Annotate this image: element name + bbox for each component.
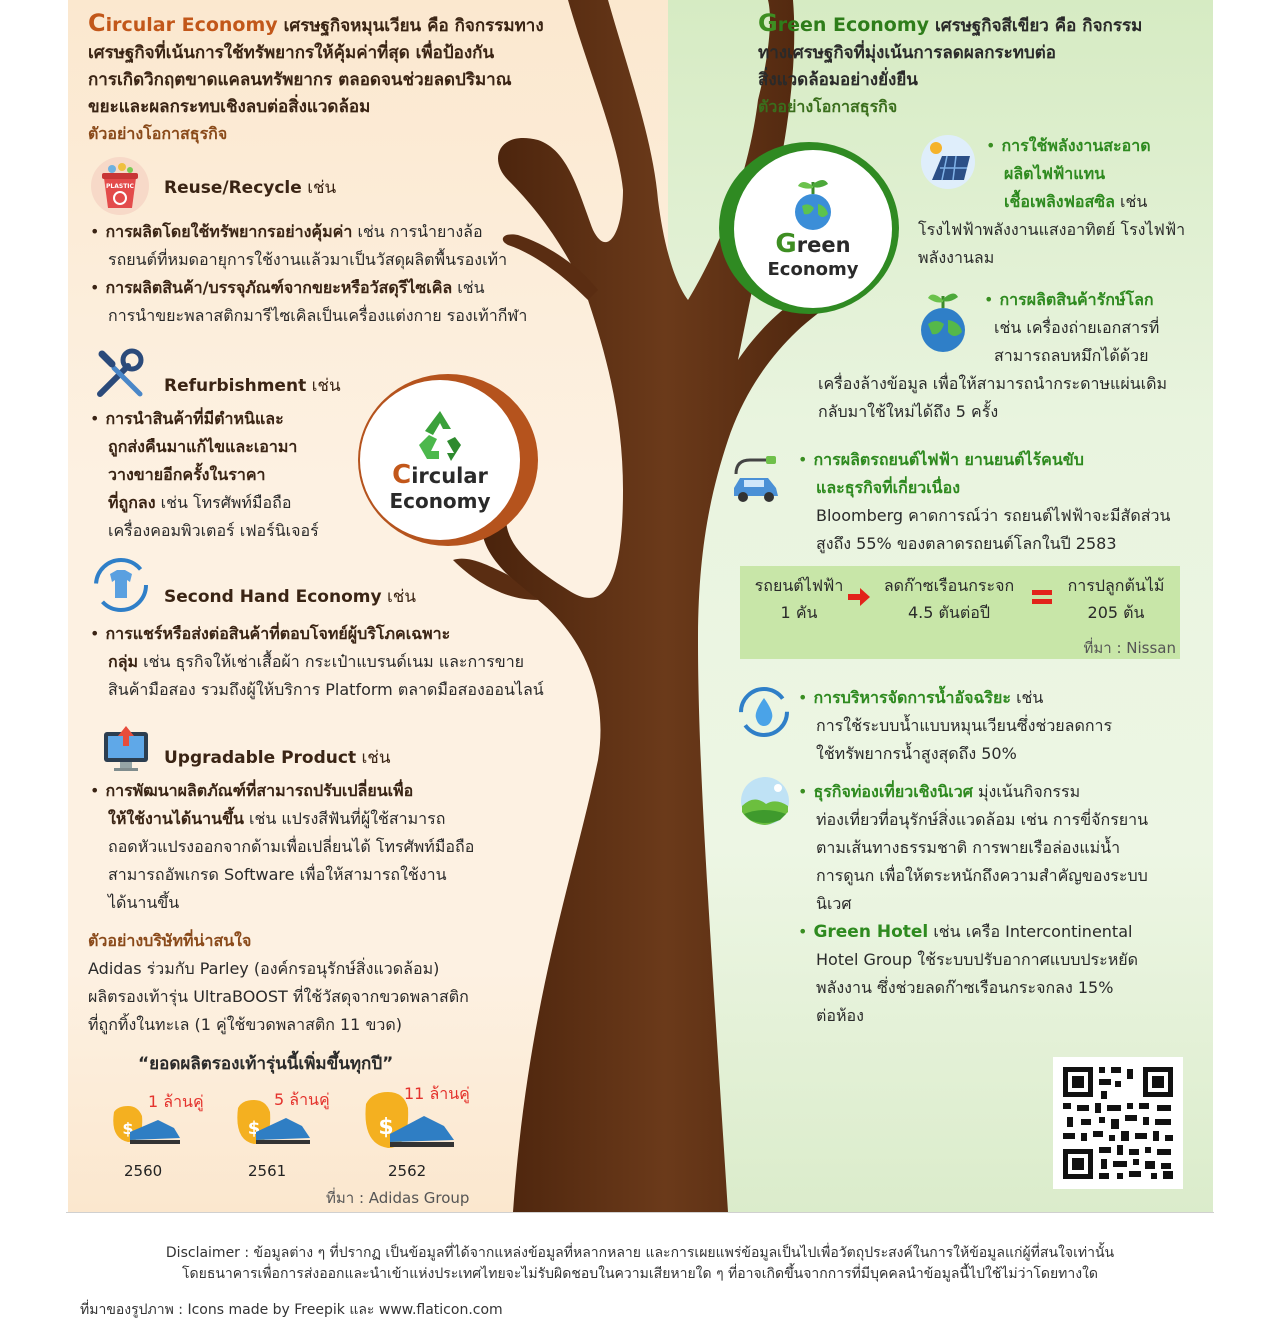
green-intro-line1: เศรษฐกิจสีเขียว คือ กิจกรรม: [929, 16, 1143, 36]
upgradable-heading-suffix: เช่น: [356, 748, 391, 768]
upgradable-line5: ได้นานขึ้น: [108, 893, 180, 912]
second-hand-heading-label: Second Hand Economy: [164, 587, 382, 607]
green-economy-badge: [734, 150, 892, 308]
clean-energy-line4: โรงไฟฟ้าพลังงานแสงอาทิตย์ โรงไฟฟ้า: [918, 220, 1186, 239]
svg-text:$: $: [378, 1115, 394, 1140]
clean-energy-line1: การใช้พลังงานสะอาด: [1001, 136, 1151, 155]
circular-intro-line4: ขยะและผลกระทบเชิงลบต่อสิ่งแวดล้อม: [88, 97, 371, 117]
stat-trees-count: 205 ต้น: [1087, 603, 1145, 622]
stat-ghg-label: ลดก๊าซเรือนกระจก: [883, 576, 1015, 595]
second-hand-bullets: [90, 620, 660, 704]
eco-tourism-text: [798, 778, 1208, 918]
upgradable-line4: สามารถอัพเกรด Software เพื่อให้สามารถใช้งาน: [108, 865, 447, 884]
eco-tourism-line5: นิเวศ: [816, 894, 852, 913]
green-hotel-line4: ต่อห้อง: [816, 1006, 864, 1025]
circular-badge-economy: Economy: [389, 488, 491, 513]
circular-badge-word: ircular: [411, 463, 488, 488]
second-hand-heading: [164, 583, 416, 610]
water-line2: การใช้ระบบน้ำแบบหมุนเวียนซึ่งช่วยลดการ: [816, 716, 1113, 735]
clean-energy-line3-rest: เช่น: [1114, 192, 1148, 211]
reuse-bullet-1-rest: เช่น การนำยางล้อ: [352, 222, 483, 241]
sales-2562-label: 11 ล้านคู่: [404, 1084, 470, 1103]
clean-energy-line2: ผลิตไฟฟ้าแทน: [1004, 164, 1106, 183]
upgradable-heading-label: Upgradable Product: [164, 748, 357, 768]
refurb-line5: เครื่องคอมพิวเตอร์ เฟอร์นิเจอร์: [108, 521, 319, 540]
reuse-bullet-1-bold: การผลิตโดยใช้ทรัพยากรอย่างคุ้มค่า: [105, 222, 353, 241]
qr-code[interactable]: [1053, 1057, 1183, 1189]
refurb-heading-suffix: เช่น: [306, 376, 341, 396]
green-intro: [758, 10, 1208, 120]
sales-quote: “ยอดผลิตรองเท้ารุ่นนี้เพิ่มขึ้นทุกปี”: [138, 1054, 394, 1074]
upgradable-line1: การพัฒนาผลิตภัณฑ์ที่สามารถปรับเปลี่ยนเพื่อ: [105, 781, 414, 800]
nissan-source: ที่มา : Nissan: [1083, 639, 1176, 657]
water-text: [798, 684, 1198, 768]
refurb-line3: วางขายอีกครั้งในราคา: [108, 465, 266, 484]
reuse-bullet-1: [90, 218, 650, 246]
company-line1: Adidas ร่วมกับ Parley (องค์กรอนุรักษ์สิ่งแวดล้อม): [88, 959, 440, 978]
circular-intro-line2: เศรษฐกิจที่เน้นการใช้ทรัพยากรให้คุ้มค่าที่สุด เพื่อป้องกัน: [88, 43, 495, 63]
circular-economy-badge: [360, 380, 520, 540]
water-line3: ใช้ทรัพยากรน้ำสูงสุดถึง 50%: [816, 744, 1017, 763]
green-hotel-text: [798, 918, 1208, 1030]
company-line2: ผลิตรองเท้ารุ่น UltraBOOST ที่ใช้วัสดุจากขวดพลาสติก: [88, 987, 469, 1006]
green-hotel-line3: พลังงาน ซึ่งช่วยลดก๊าซเรือนกระจกลง 15%: [816, 978, 1114, 997]
reuse-bullet-2-rest: เช่น: [452, 278, 485, 297]
refurb-line4-rest: เช่น โทรศัพท์มือถือ: [155, 493, 292, 512]
upgradable-line2-bold: ให้ใช้งานได้นานขึ้น: [108, 809, 244, 828]
disclaimer-line1: Disclaimer : ข้อมูลต่าง ๆ ที่ปรากฏ เป็นข้อมูลที่ได้จากแหล่งข้อมูลที่หลากหลาย และการเผยแพร่ข้อมูลเป็นไปเพื่อวัตถุประสงค์ในการให้ข้อมูลแก่ผู้ที่สนใจเท่านั้น: [165, 1245, 1115, 1261]
ev-line3: Bloomberg คาดการณ์ว่า รถยนต์ไฟฟ้าจะมีสัดส่วน: [816, 506, 1171, 525]
refurb-line2: ถูกส่งคืนมาแก้ไขและเอามา: [108, 437, 298, 456]
qr-code-icon: [1053, 1057, 1183, 1189]
sales-2562-year: 2562: [388, 1162, 427, 1180]
wrench-screwdriver-icon: [92, 346, 148, 402]
green-hotel-line2: Hotel Group ใช้ระบบปรับอากาศแบบประหยัด: [816, 950, 1139, 969]
refurb-heading-label: Refurbishment: [164, 376, 307, 396]
circular-intro-line1: เศรษฐกิจหมุนเวียน คือ กิจกรรมทาง: [277, 16, 544, 36]
ev-emissions-box: [740, 566, 1180, 659]
eco-tourism-line3: ตามเส้นทางธรรมชาติ การพายเรือล่องแม่น้ำ: [816, 838, 1121, 857]
stat-car: [744, 572, 854, 626]
second-hand-line1: การแชร์หรือส่งต่อสินค้าที่ตอบโจทย์ผู้บริโภคเฉพาะ: [105, 624, 451, 643]
ev-line4: สูงถึง 55% ของตลาดรถยนต์โลกในปี 2583: [816, 534, 1117, 553]
clean-energy-line3-bold: เชื้อเพลิงฟอสซิล: [1004, 192, 1115, 211]
stat-car-label: รถยนต์ไฟฟ้า: [754, 576, 844, 595]
eco-tourism-line1-rest: มุ่งเน้นกิจกรรม: [972, 782, 1081, 801]
recycle-bin-icon: [90, 156, 150, 216]
upgradable-line2-rest: เช่น แปรงสีฟันที่ผู้ใช้สามารถ: [243, 809, 446, 828]
circular-title: ircular Economy: [105, 14, 278, 36]
eco-product-line5: กลับมาใช้ใหม่ได้ถึง 5 ครั้ง: [818, 402, 999, 421]
sales-2560-year: 2560: [124, 1162, 163, 1180]
green-intro-line2: ทางเศรษฐกิจที่มุ่งเน้นการลดผลกระทบต่อ: [758, 43, 1056, 63]
clean-energy-line5: พลังงานลม: [918, 248, 995, 267]
eco-tourism-line4: การดูนก เพื่อให้ตระหนักถึงความสำคัญของระบบ: [816, 866, 1148, 885]
shoe-sales-graphic: [108, 1078, 518, 1198]
stat-car-count: 1 คัน: [780, 603, 818, 622]
eco-product-line3: สามารถลบหมึกได้ด้วย: [994, 346, 1149, 365]
reuse-bullet-2-bold: การผลิตสินค้า/บรรจุภัณฑ์จากขยะหรือวัสดุรีไซเคิล: [105, 278, 453, 297]
sales-2561-label: 5 ล้านคู่: [274, 1090, 330, 1109]
green-badge-economy: Economy: [767, 258, 859, 280]
monitor-upgrade-icon: [100, 722, 152, 774]
eco-product-line4: เครื่องล้างข้อมูล เพื่อให้สามารถนำกระดาษแผ่นเดิม: [818, 374, 1168, 393]
reuse-bullet-2-line2: การนำขยะพลาสติกมารีไซเคิลเป็นเครื่องแต่งกาย รองเท้ากีฬา: [108, 306, 528, 325]
circular-intro-line3: การเกิดวิกฤตขาดแคลนทรัพยากร ตลอดจนช่วยลดปริมาณ: [88, 70, 512, 90]
electric-car-icon: [728, 450, 784, 506]
green-title-initial: G: [758, 9, 778, 37]
disclaimer-line2: โดยธนาคารเพื่อการส่งออกและนำเข้าแห่งประเทศไทยจะไม่รับผิดชอบในความเสียหายใด ๆ ที่อาจเกิดขึ้นจากการที่มีบุคคลนำข้อมูลนี้ไปใช้ไม่ว่าโดยทางใด: [182, 1266, 1098, 1282]
eco-tourism-line2: ท่องเที่ยวที่อนุรักษ์สิ่งแวดล้อม เช่น การขี่จักรยาน: [816, 810, 1149, 829]
second-hand-line2-bold: กลุ่ม: [108, 652, 139, 671]
stat-ghg-value: 4.5 ตันต่อปี: [907, 603, 990, 622]
clean-energy-text: [918, 132, 1208, 272]
globe-plant-icon: [784, 176, 842, 232]
second-hand-line2-rest: เช่น ธุรกิจให้เช่าเสื้อผ้า กระเป๋าแบรนด์เนม และการขาย: [138, 652, 525, 671]
reuse-bullet-1-line2: รถยนต์ที่หมดอายุการใช้งานแล้วมาเป็นวัสดุผลิตพื้นรองเท้า: [108, 250, 508, 269]
circular-title-initial: C: [88, 9, 106, 37]
second-hand-heading-suffix: เช่น: [381, 587, 416, 607]
adidas-source: ที่มา : Adidas Group: [326, 1189, 470, 1207]
eco-product-line2: เช่น เครื่องถ่ายเอกสารที่: [994, 318, 1160, 337]
landscape-icon: [740, 776, 790, 826]
green-badge-word: reen: [796, 232, 851, 257]
upgradable-bullets: [90, 777, 560, 917]
svg-text:$: $: [122, 1119, 134, 1138]
ev-line1: การผลิตรถยนต์ไฟฟ้า ยานยนต์ไร้คนขับ: [813, 450, 1084, 469]
reuse-bullets: [90, 218, 650, 330]
upgradable-line3: ถอดหัวแปรงออกจากด้ามเพื่อเปลี่ยนได้ โทรศัพท์มือถือ: [108, 837, 475, 856]
shirt-exchange-icon: [92, 556, 150, 614]
sales-2560-label: 1 ล้านคู่: [148, 1092, 204, 1111]
company-line3: ที่ถูกทิ้งในทะเล (1 คู่ใช้ขวดพลาสติก 11 ขวด): [88, 1015, 402, 1034]
water-cycle-icon: [736, 684, 792, 740]
refurb-heading: [164, 372, 341, 399]
ev-line2: และธุรกิจที่เกี่ยวเนื่อง: [816, 478, 961, 497]
circular-intro: [88, 10, 648, 147]
circular-badge-initial: C: [392, 459, 412, 490]
ev-text: [798, 446, 1208, 558]
image-credit: ที่มาของรูปภาพ : Icons made by Freepik และ www.flaticon.com: [80, 1302, 503, 1318]
circular-opportunity-label: ตัวอย่างโอกาสธุรกิจ: [88, 124, 228, 143]
water-line1-bold: การบริหารจัดการน้ำอัจฉริยะ: [813, 688, 1011, 707]
stat-trees: [1056, 572, 1176, 626]
green-badge-initial: G: [775, 228, 797, 259]
green-intro-line3: สิ่งแวดล้อมอย่างยั่งยืน: [758, 70, 918, 90]
reuse-heading-label: Reuse/Recycle: [164, 178, 302, 198]
eco-tourism-line1-bold: ธุรกิจท่องเที่ยวเชิงนิเวศ: [813, 782, 973, 801]
green-title: reen Economy: [777, 14, 930, 36]
disclaimer: [60, 1243, 1220, 1285]
reuse-heading-suffix: เช่น: [301, 178, 337, 198]
refurb-line4-bold: ที่ถูกลง: [108, 493, 156, 512]
sales-2561-year: 2561: [248, 1162, 287, 1180]
upgradable-heading: [164, 744, 390, 771]
green-hotel-line1-rest: เช่น เครือ Intercontinental: [928, 922, 1133, 941]
infographic-poster: [68, 0, 1213, 1212]
company-heading: ตัวอย่างบริษัทที่น่าสนใจ: [88, 931, 252, 950]
recycle-icon: [409, 407, 471, 463]
company-example: [88, 927, 588, 1039]
reuse-bullet-2: [90, 274, 650, 302]
stat-ghg: [874, 572, 1024, 626]
arrow-right-icon: [846, 586, 872, 608]
footer-divider: [66, 1212, 1214, 1213]
stat-trees-label: การปลูกต้นไม้: [1067, 576, 1165, 595]
recycle-bin-icon-label: PLASTIC: [106, 183, 134, 190]
water-line1-rest: เช่น: [1010, 688, 1044, 707]
eco-product-line1: การผลิตสินค้ารักษ์โลก: [999, 290, 1154, 309]
green-hotel-line1-bold: Green Hotel: [813, 922, 929, 942]
eco-product-text: [818, 286, 1208, 426]
reuse-heading: [164, 174, 336, 201]
equals-icon: [1030, 588, 1054, 606]
second-hand-line3: สินค้ามือสอง รวมถึงผู้ให้บริการ Platform ตลาดมือสองออนไลน์: [108, 680, 544, 699]
refurb-line1: การนำสินค้าที่มีตำหนิและ: [105, 409, 284, 428]
svg-text:$: $: [247, 1118, 261, 1139]
green-opportunity-label: ตัวอย่างโอกาสธุรกิจ: [758, 97, 898, 116]
